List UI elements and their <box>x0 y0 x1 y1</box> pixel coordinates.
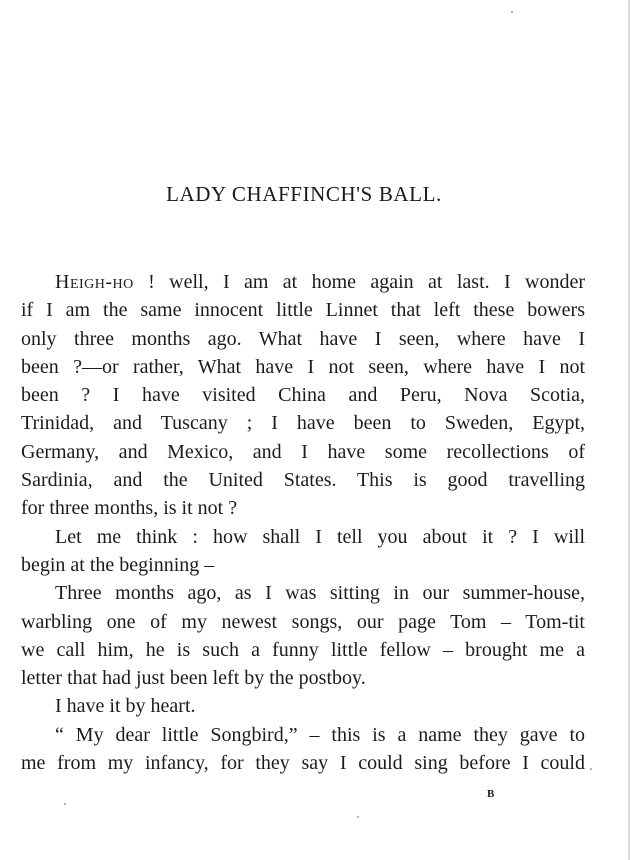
text-line: I have it by heart. <box>55 695 196 718</box>
paper-speck <box>511 11 513 13</box>
text-line: me from my infancy, for they say I could sing before I could <box>21 752 585 775</box>
text-line: Sardinia, and the United States. This is good travelling <box>21 469 585 492</box>
text-line: Heigh-ho ! well, I am at home again at last. I wonder <box>55 271 585 293</box>
signature-mark: B <box>487 788 495 800</box>
text-line: if I am the same innocent little Linnet that left these bowers <box>21 299 585 322</box>
text-line: warbling one of my newest songs, our page Tom – Tom-tit <box>21 610 585 633</box>
text-line: been ? I have visited China and Peru, Nova Scotia, <box>21 384 585 407</box>
text-line: letter that had just been left by the postboy. <box>21 667 366 690</box>
paper-speck <box>357 816 359 818</box>
text-line: Germany, and Mexico, and I have some recollections of <box>21 440 585 463</box>
text-line: “ My dear little Songbird,” – this is a name they gave to <box>55 723 585 746</box>
text-line: begin at the beginning – <box>21 553 215 576</box>
text-line: for three months, is it not ? <box>21 497 238 520</box>
text-line: only three months ago. What have I seen, where have I <box>21 327 585 350</box>
text-line: Trinidad, and Tuscany ; I have been to Sweden, Egypt, <box>21 412 585 435</box>
text-line: Let me think : how shall I tell you about it ? I will <box>55 525 585 548</box>
body-text <box>21 268 585 777</box>
text-line: we call him, he is such a funny little fellow – brought me a <box>21 638 585 661</box>
drop-lead-word: Heigh-ho <box>55 271 134 293</box>
text-line: been ?—or rather, What have I not seen, where have I not <box>21 355 585 378</box>
chapter-title: LADY CHAFFINCH'S BALL. <box>166 182 442 206</box>
text-line: Three months ago, as I was sitting in our summer-house, <box>55 582 585 605</box>
paper-speck <box>590 768 592 770</box>
paper-speck <box>64 803 66 805</box>
